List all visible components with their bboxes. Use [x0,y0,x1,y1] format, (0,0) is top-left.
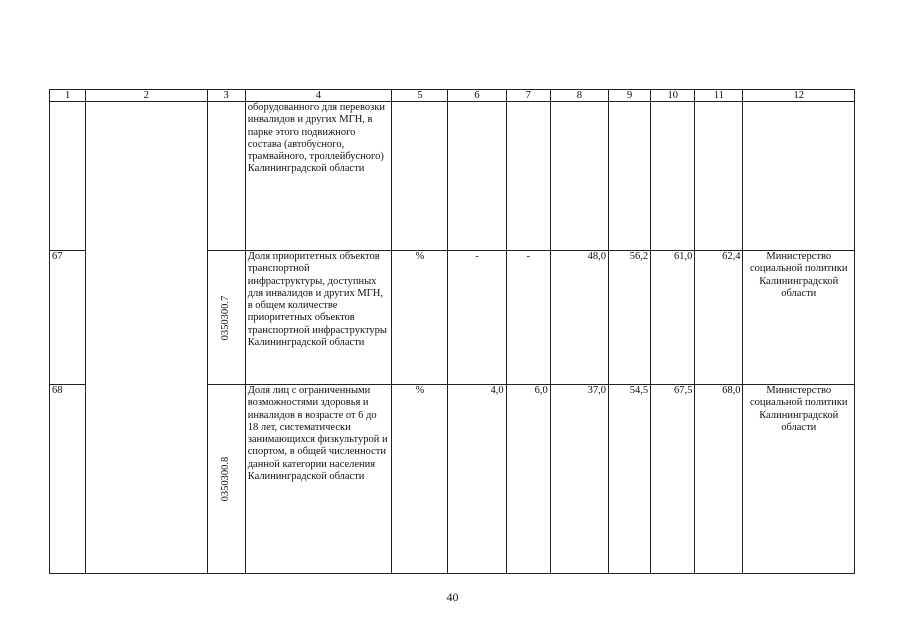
page-number: 40 [446,590,459,604]
unit-cell: % [392,385,448,574]
indicator-name-cell: оборудованного для перевозки инвалидов и других МГН, в парке этого подвижного состава (автобусного, трамвайного, троллейбусного) Калининградской области [245,102,392,251]
indicator-name-cell: Доля лиц с ограниченными возможностями здоровья и инвалидов в возрасте от 6 до 18 лет, систематически занимающихся физкультурой и спортом, в общей численности данной категории населения Калининградской области [245,385,392,574]
header-cell: 11 [695,90,743,102]
header-cell: 10 [651,90,695,102]
row-number-cell [50,102,86,251]
program-cell [86,102,207,574]
value-cell: 48,0 [550,251,608,385]
value-cell: 54,5 [609,385,651,574]
value-cell: 62,4 [695,251,743,385]
header-cell: 3 [207,90,245,102]
header-cell: 8 [550,90,608,102]
value-cell: 6,0 [506,385,550,574]
indicator-code: 0350300.7 [219,295,231,340]
header-cell: 7 [506,90,550,102]
row-number-cell: 68 [50,385,86,574]
value-cell: - [448,251,506,385]
header-cell: 4 [245,90,392,102]
value-cell: 37,0 [550,385,608,574]
indicators-table [49,89,855,574]
code-cell [207,385,245,574]
ministry-cell: Министерство социальной политики Калининградской области [743,385,855,574]
code-cell [207,251,245,385]
row-number-cell: 67 [50,251,86,385]
header-cell: 12 [743,90,855,102]
indicator-code: 0350300.8 [219,456,231,502]
header-cell: 6 [448,90,506,102]
unit-cell: % [392,251,448,385]
value-cell: - [506,251,550,385]
code-cell [207,102,245,251]
value-cell: 61,0 [651,251,695,385]
header-cell: 5 [392,90,448,102]
value-cell: 4,0 [448,385,506,574]
header-cell: 9 [609,90,651,102]
ministry-cell: Министерство социальной политики Калининградской области [743,251,855,385]
continuation-row [50,102,855,251]
indicator-name-cell: Доля приоритетных объектов транспортной инфраструктуры, доступных для инвалидов и других МГН, в общем количестве приоритетных объектов транспортной инфраструктуры Калининградской области [245,251,392,385]
header-row [50,90,855,102]
header-cell: 1 [50,90,86,102]
value-cell: 56,2 [609,251,651,385]
value-cell: 68,0 [695,385,743,574]
header-cell: 2 [86,90,207,102]
value-cell: 67,5 [651,385,695,574]
